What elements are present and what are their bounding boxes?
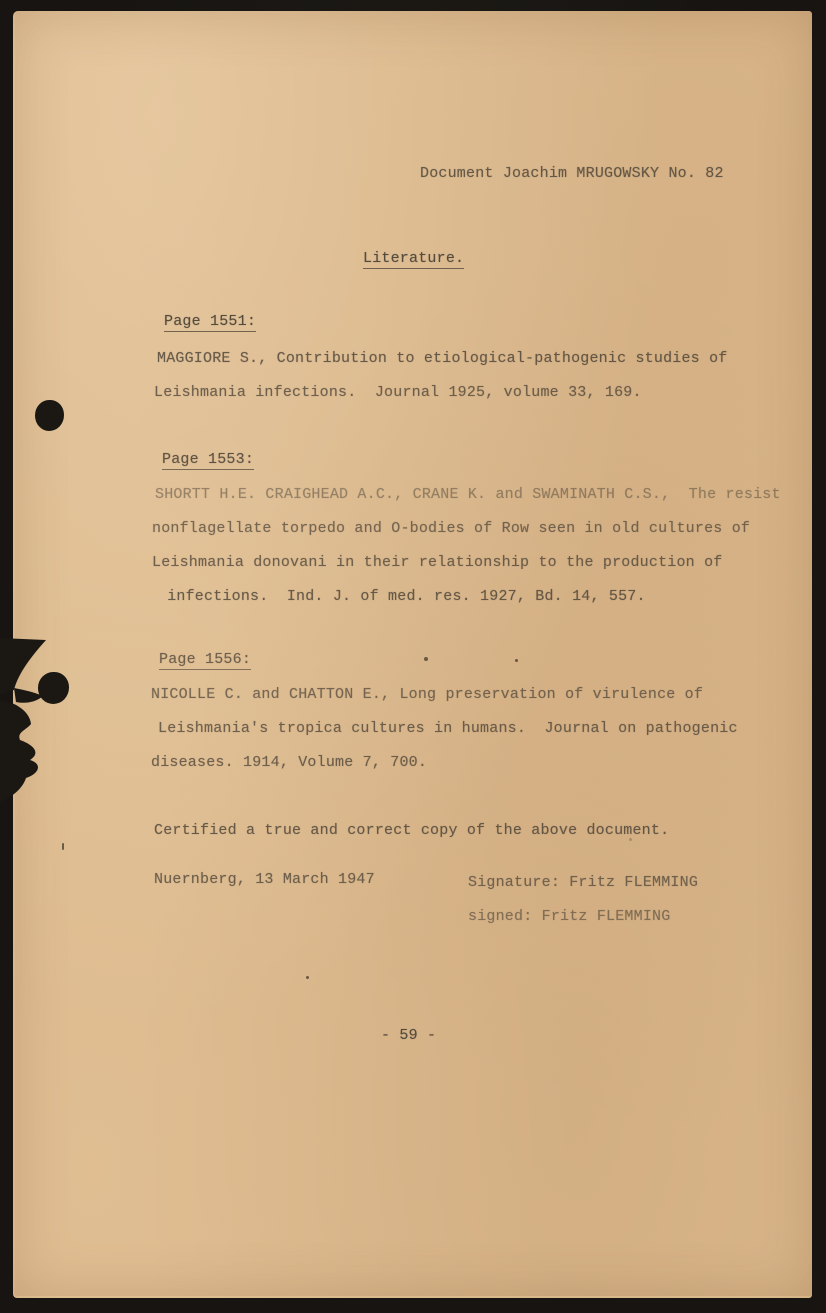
ink-void-blob	[0, 630, 110, 820]
signed-line: signed: Fritz FLEMMING	[468, 908, 671, 925]
paper-speck	[306, 976, 309, 979]
citation-line: nonflagellate torpedo and O-bodies of Row seen in old cultures of	[152, 520, 751, 537]
citation-line: Leishmania infections. Journal 1925, volume 33, 169.	[154, 384, 642, 401]
paper-sheet	[13, 11, 812, 1298]
page-number: - 59 -	[381, 1027, 437, 1044]
citation-line: NICOLLE C. and CHATTON E., Long preservation of virulence of	[151, 686, 704, 703]
document-title-text: Literature.	[363, 250, 465, 267]
place-date-line: Nuernberg, 13 March 1947	[154, 871, 375, 888]
section-heading: Page 1556:	[159, 651, 252, 668]
citation-line: MAGGIORE S., Contribution to etiological-pathogenic studies of	[157, 350, 728, 367]
citation-line: infections. Ind. J. of med. res. 1927, Bd. 14, 557.	[158, 588, 646, 605]
citation-line: SHORTT H.E. CRAIGHEAD A.C., CRANE K. and SWAMINATH C.S., The resist	[155, 486, 781, 503]
punch-hole-top	[35, 400, 64, 431]
paper-speck	[62, 843, 64, 850]
citation-line: Leishmania's tropica cultures in humans. Journal on pathogenic	[158, 720, 738, 737]
signature-line: Signature: Fritz FLEMMING	[468, 874, 699, 891]
document-header: Document Joachim MRUGOWSKY No. 82	[420, 165, 724, 182]
citation-line: Leishmania donovani in their relationship to the production of	[152, 554, 723, 571]
paper-speck	[515, 659, 518, 662]
section-heading: Page 1553:	[162, 451, 255, 468]
document-title	[363, 250, 464, 267]
paper-speck	[424, 657, 428, 661]
certification-line: Certified a true and correct copy of the above document.	[154, 822, 670, 839]
section-heading: Page 1551:	[164, 313, 257, 330]
citation-line: diseases. 1914, Volume 7, 700.	[151, 754, 428, 771]
